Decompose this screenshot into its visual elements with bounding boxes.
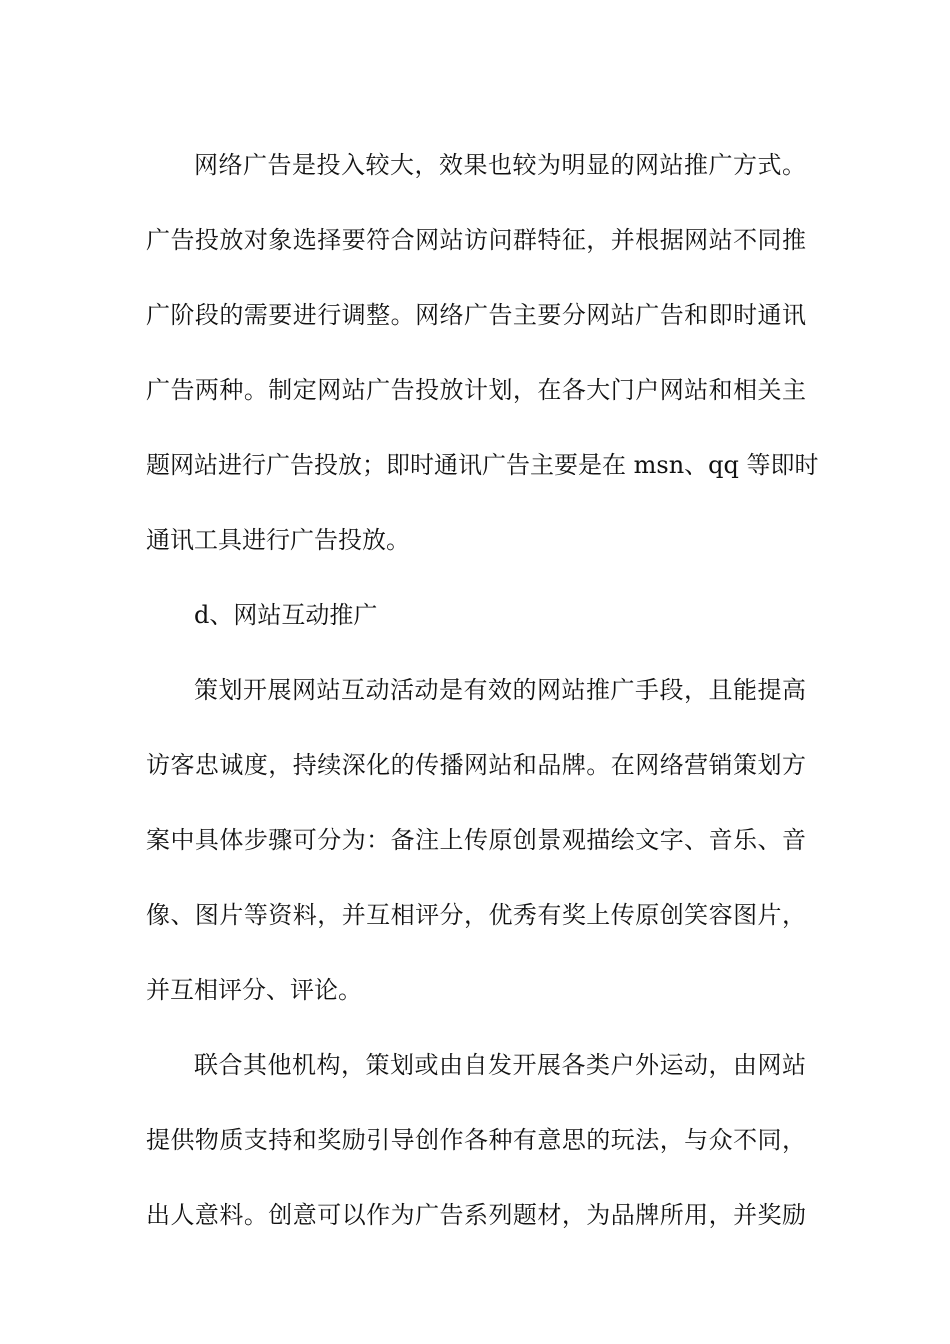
text-line: 题网站进行广告投放；即时通讯广告主要是在 msn、qq 等即时 bbox=[146, 451, 819, 479]
text-line: 策划开展网站互动活动是有效的网站推广手段，且能提高 bbox=[194, 676, 806, 704]
text-line: 联合其他机构，策划或由自发开展各类户外运动，由网站 bbox=[194, 1051, 806, 1079]
text-line: 通讯工具进行广告投放。 bbox=[146, 526, 410, 554]
text-line: 像、图片等资料，并互相评分，优秀有奖上传原创笑容图片， bbox=[146, 901, 806, 929]
text-line: 访客忠诚度，持续深化的传播网站和品牌。在网络营销策划方 bbox=[146, 751, 806, 779]
paragraph-2-subheading bbox=[146, 578, 806, 653]
paragraph-3 bbox=[146, 653, 806, 1028]
section-heading: d、网站互动推广 bbox=[194, 601, 378, 629]
paragraph-4 bbox=[146, 1028, 806, 1253]
text-line: 广告投放对象选择要符合网站访问群特征，并根据网站不同推 bbox=[146, 226, 806, 254]
text-line: 并互相评分、评论。 bbox=[146, 976, 362, 1004]
text-line: 案中具体步骤可分为：备注上传原创景观描绘文字、音乐、音 bbox=[146, 826, 806, 854]
text-line: 网络广告是投入较大，效果也较为明显的网站推广方式。 bbox=[194, 151, 806, 179]
text-line: 广阶段的需要进行调整。网络广告主要分网站广告和即时通讯 bbox=[146, 301, 806, 329]
text-line: 广告两种。制定网站广告投放计划，在各大门户网站和相关主 bbox=[146, 376, 806, 404]
paragraph-1 bbox=[146, 128, 819, 578]
text-line: 出人意料。创意可以作为广告系列题材，为品牌所用，并奖励 bbox=[146, 1201, 806, 1229]
text-line: 提供物质支持和奖励引导创作各种有意思的玩法，与众不同， bbox=[146, 1126, 806, 1154]
document-body bbox=[146, 128, 819, 1253]
